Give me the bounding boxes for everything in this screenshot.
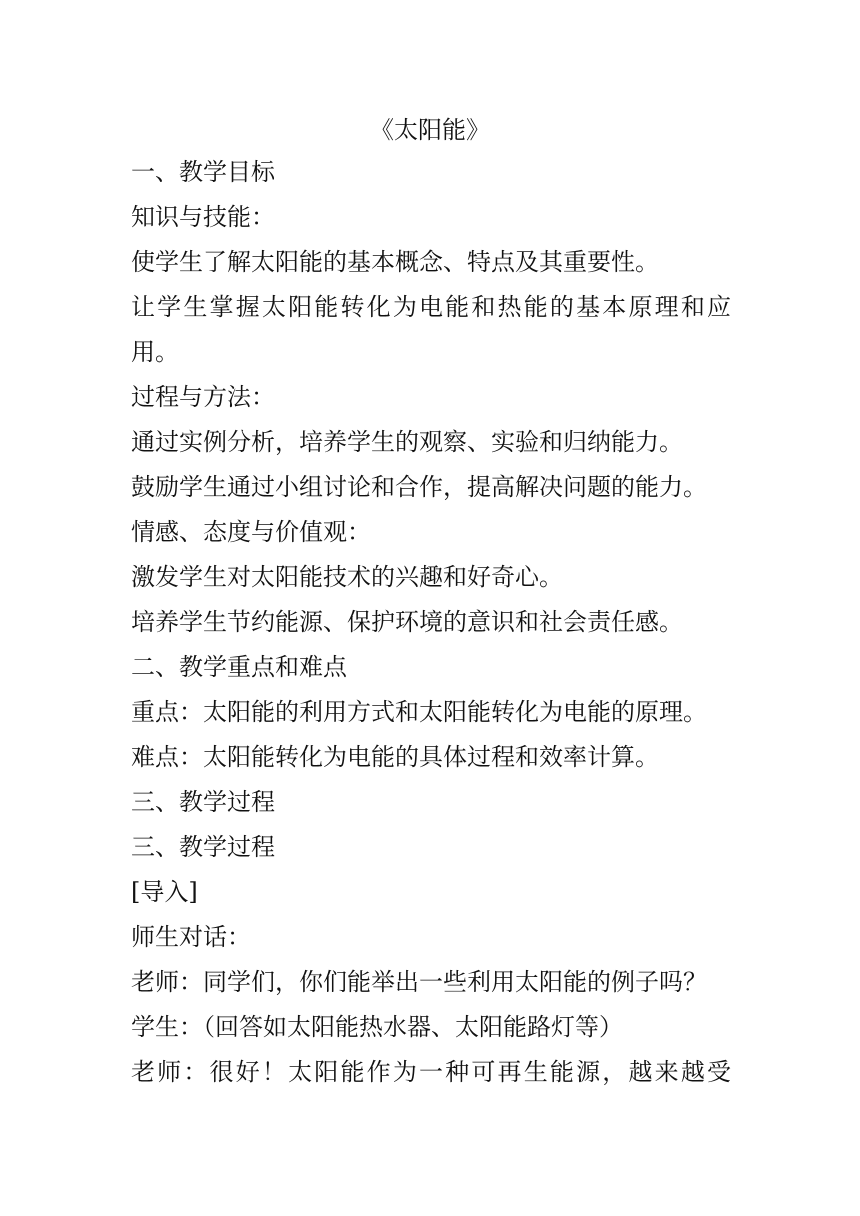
text-line: 使学生了解太阳能的基本概念、特点及其重要性。: [131, 248, 659, 276]
subheading-process-methods: 过程与方法：: [131, 383, 275, 411]
text-line: 重点：太阳能的利用方式和太阳能转化为电能的原理。: [131, 698, 707, 726]
document-body: [131, 150, 731, 1095]
text-line: 激发学生对太阳能技术的兴趣和好奇心。: [131, 563, 563, 591]
subheading-knowledge-skills: 知识与技能：: [131, 203, 275, 231]
document-title: 《太阳能》: [370, 116, 490, 144]
text-line: 师生对话：: [131, 923, 251, 951]
subheading-attitudes-values: 情感、态度与价值观：: [131, 518, 371, 546]
text-line: 用。: [131, 338, 179, 366]
text-line: 培养学生节约能源、保护环境的意识和社会责任感。: [131, 608, 683, 636]
dialogue-line: 学生：（回答如太阳能热水器、太阳能路灯等）: [131, 1013, 623, 1041]
text-line: 鼓励学生通过小组讨论和合作，提高解决问题的能力。: [131, 473, 707, 501]
subheading-intro: [导入]: [131, 878, 198, 906]
section-heading-objectives: 一、教学目标: [131, 158, 275, 186]
text-line: 让学生掌握太阳能转化为电能和热能的基本原理和应: [131, 293, 731, 321]
text-line: 难点：太阳能转化为电能的具体过程和效率计算。: [131, 743, 659, 771]
section-heading-process: 三、教学过程: [131, 788, 275, 816]
section-heading-key-points: 二、教学重点和难点: [131, 653, 347, 681]
dialogue-line: 老师：同学们，你们能举出一些利用太阳能的例子吗？: [131, 968, 707, 996]
section-heading-process: 三、教学过程: [131, 833, 275, 861]
text-line: 通过实例分析，培养学生的观察、实验和归纳能力。: [131, 428, 683, 456]
dialogue-line: 老师：很好！太阳能作为一种可再生能源，越来越受: [131, 1058, 731, 1086]
